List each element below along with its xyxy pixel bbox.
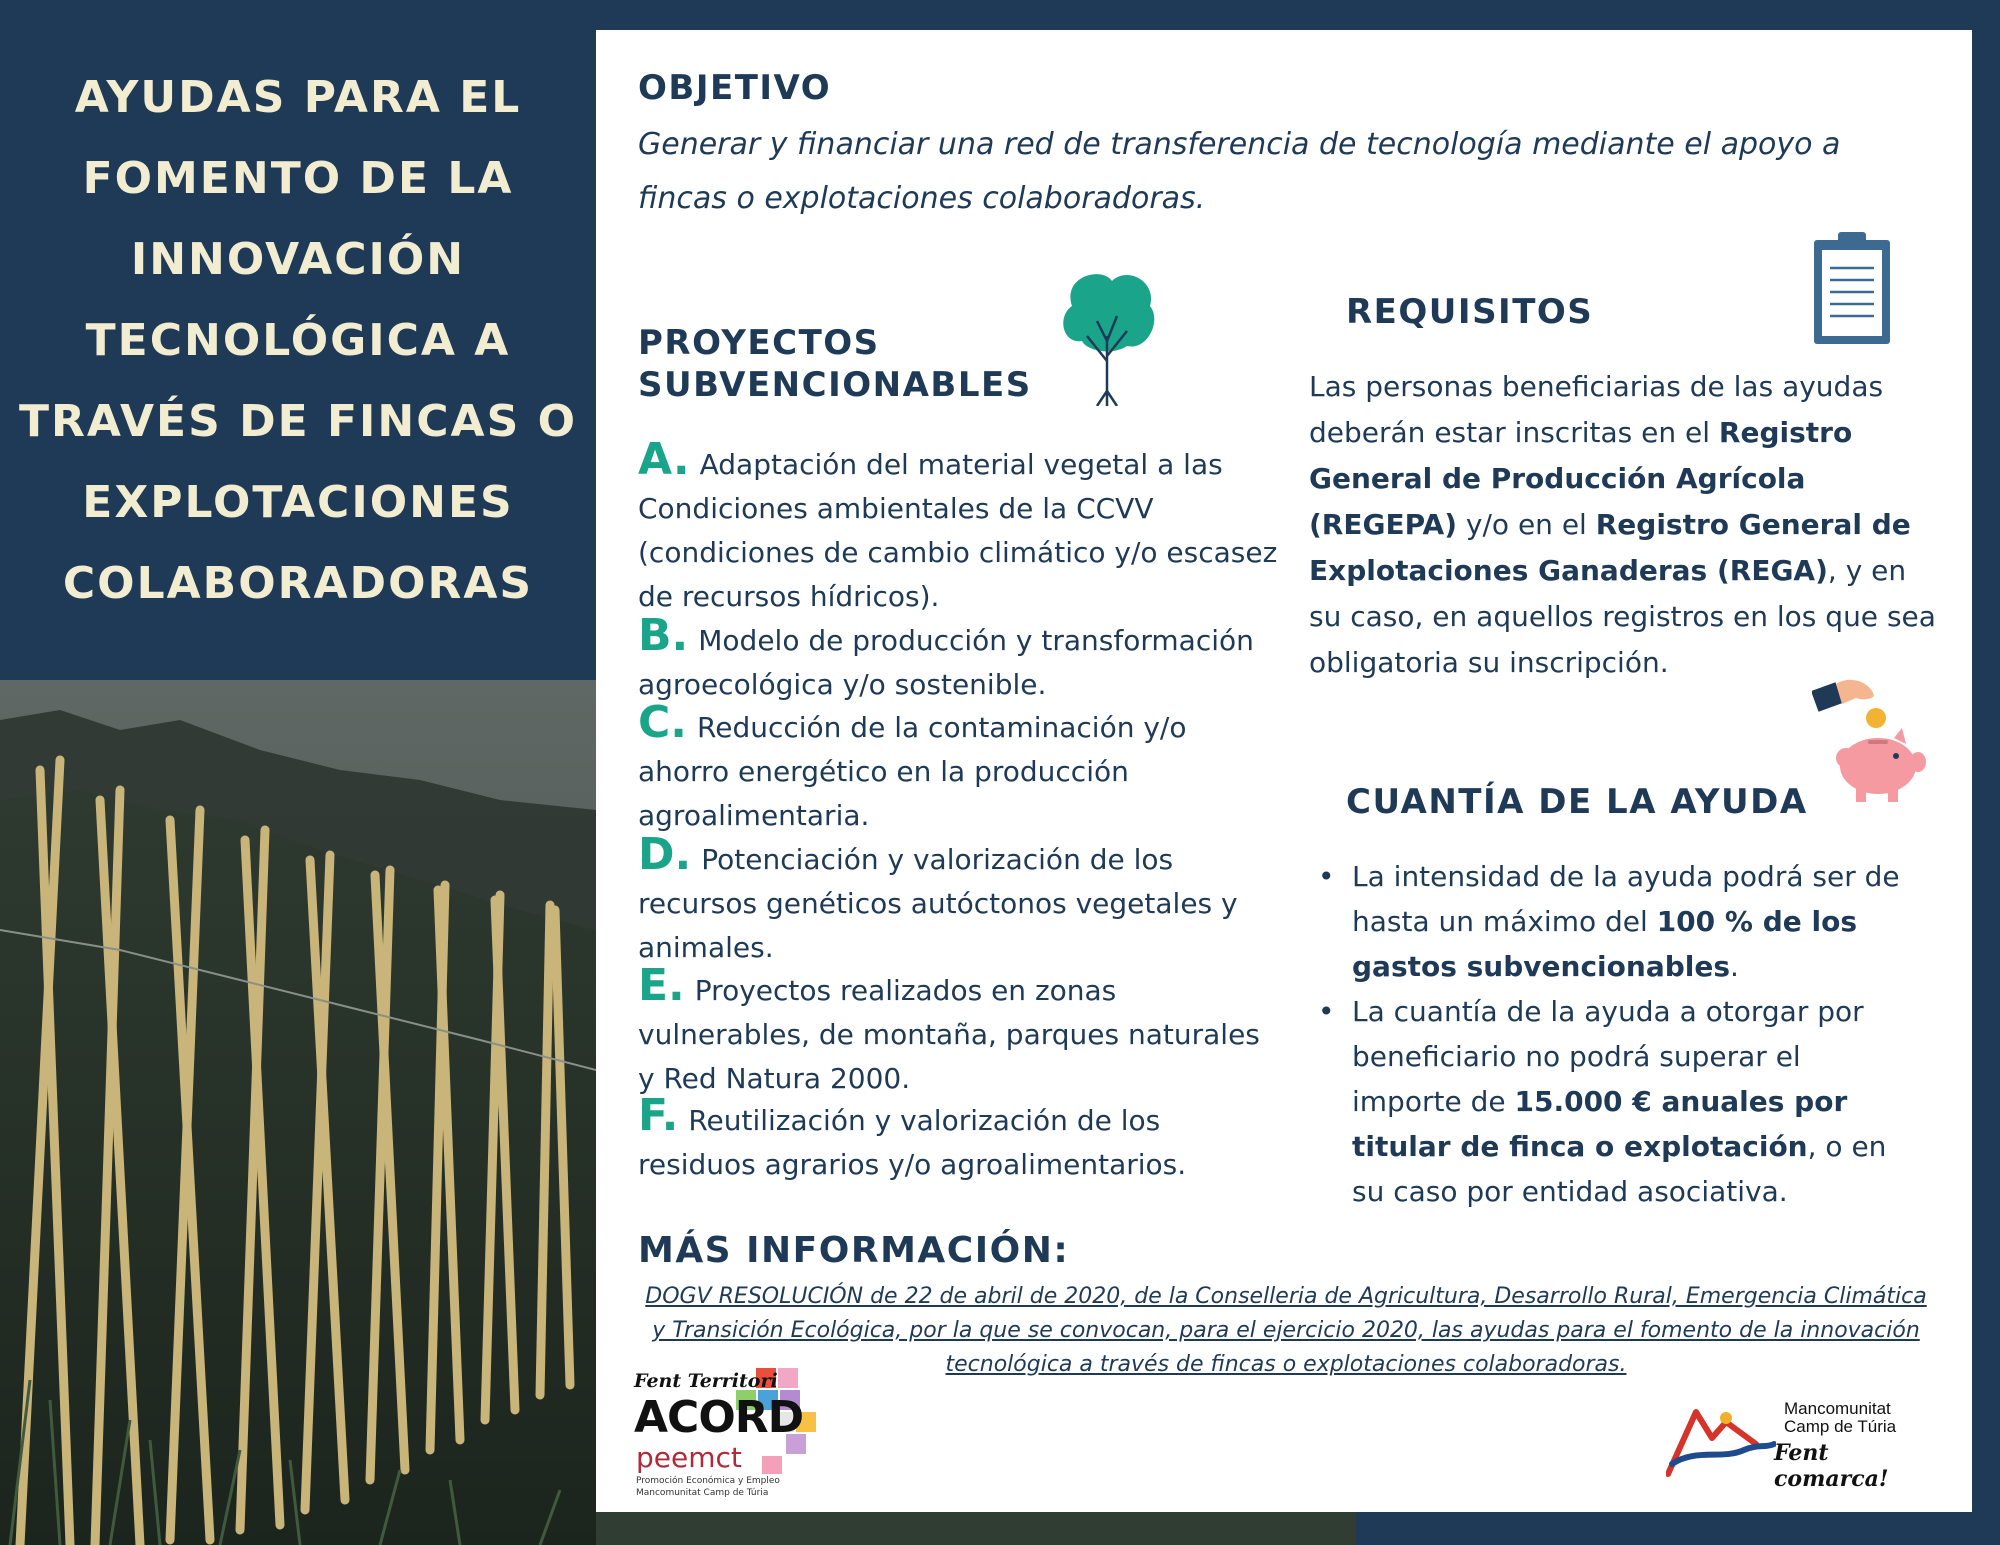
requisitos-text-1: Las personas beneficiarias de las ayudas deberán estar inscritas en el (1309, 370, 1884, 449)
list-item (638, 697, 1278, 838)
cuantia-list (1314, 854, 1914, 1214)
list-item (638, 829, 1278, 970)
list-text: Proyectos realizados en zonas vulnerables, de montaña, parques naturales y Red Natura 2000. (638, 974, 1260, 1095)
list-item (1314, 989, 1914, 1214)
list-item (638, 434, 1278, 619)
manco-line1: Mancomunitat (1784, 1399, 1891, 1418)
list-text: Potenciación y valorización de los recursos genéticos autóctonos vegetales y animales. (638, 843, 1238, 964)
requisitos-heading: REQUISITOS (1346, 292, 1594, 332)
tree-icon (1052, 266, 1162, 406)
list-text: Reutilización y valorización de los residuos agrarios y/o agroalimentarios. (638, 1104, 1187, 1181)
acord-sub: peemct (636, 1441, 742, 1474)
cuantia-bullet1-bold: 100 % de los gastos subvencionables (1352, 905, 1857, 983)
mountain-logo-icon (1666, 1404, 1776, 1480)
list-letter: E. (638, 960, 685, 1011)
proyectos-heading (638, 322, 1032, 406)
requisitos-text (1309, 364, 1937, 686)
title-panel (0, 0, 596, 680)
proyectos-heading-line1: PROYECTOS (638, 323, 880, 363)
rega-text: Registro General de Explotaciones Ganaderas (REGA) (1309, 508, 1911, 587)
proyectos-heading-line2: SUBVENCIONABLES (638, 365, 1032, 405)
list-item (638, 960, 1278, 1101)
list-item (638, 610, 1278, 707)
info-card (596, 30, 1972, 1512)
cuantia-bullet2-end: , o en su caso por entidad asociativa. (1352, 1130, 1887, 1208)
objetivo-text: Generar y financiar una red de transferencia de tecnología mediante el apoyo a fincas o explotaciones colaboradoras. (638, 127, 1841, 216)
list-text: Reducción de la contaminación y/o ahorro energético en la producción agroalimentaria. (638, 711, 1187, 832)
mas-info-heading: MÁS INFORMACIÓN: (638, 1230, 1070, 1271)
list-text: Adaptación del material vegetal a las Condiciones ambientales de la CCVV (condiciones de cambio climático y/o escasez de recursos hídricos). (638, 448, 1278, 613)
regepa-text: Registro General de Producción Agrícola (REGEPA) (1309, 416, 1853, 541)
list-item (1314, 854, 1914, 989)
requisitos-text-2: y/o en el (1457, 508, 1596, 541)
cuantia-bullet2-text: La cuantía de la ayuda a otorgar por beneficiario no podrá superar el importe de (1352, 995, 1864, 1118)
mancomunitat-logo (1666, 1400, 1946, 1490)
field-photo-illustration (0, 680, 596, 1545)
list-letter: F. (638, 1090, 679, 1141)
manco-slogan: Fent comarca! (1774, 1440, 1889, 1492)
list-letter: D. (638, 829, 692, 880)
cuantia-bullet1-end: . (1730, 950, 1739, 983)
field-photo (0, 680, 596, 1545)
dogv-resolution-link[interactable]: DOGV RESOLUCIÓN de 22 de abril de 2020, de la Conselleria de Agricultura, Desarrollo Rural, Emergencia Climática y Transición Ecológica, por la que se convocan, para el ejercicio 2020, las ayudas para el fomento de la innovación tecnológica a través de fincas o explotaciones colaboradoras. (645, 1284, 1927, 1377)
list-letter: B. (638, 610, 689, 661)
requisitos-text-3: , y en su caso, en aquellos registros en los que sea obligatoria su inscripción. (1309, 554, 1936, 679)
page-title: AYUDAS PARA EL FOMENTO DE LA INNOVACIÓN TECNOLÓGICA A TRAVÉS DE FINCAS O EXPLOTACIONES COLABORADORAS (19, 71, 577, 609)
acord-logo (634, 1368, 834, 1508)
list-letter: A. (638, 434, 690, 485)
piggy-bank-icon (1812, 674, 1928, 804)
list-letter: C. (638, 697, 688, 748)
acord-tagline: Fent Territori (634, 1370, 778, 1392)
bottom-strip (596, 1512, 1356, 1545)
cuantia-bullet1-text: La intensidad de la ayuda podrá ser de hasta un máximo del (1352, 860, 1900, 938)
objetivo-heading: OBJETIVO (638, 68, 832, 108)
acord-line1: Promoción Económica y Empleo (636, 1476, 780, 1486)
cuantia-heading: CUANTÍA DE LA AYUDA (1346, 782, 1808, 822)
acord-name: ACORD (634, 1392, 804, 1443)
clipboard-icon (1810, 230, 1894, 346)
list-text: Modelo de producción y transformación agroecológica y/o sostenible. (638, 624, 1254, 701)
cuantia-bullet2-bold: 15.000 € anuales por titular de finca o explotación (1352, 1085, 1848, 1163)
acord-line2: Mancomunitat Camp de Túria (636, 1488, 769, 1498)
manco-line2: Camp de Túria (1784, 1417, 1897, 1436)
list-item (638, 1090, 1278, 1187)
